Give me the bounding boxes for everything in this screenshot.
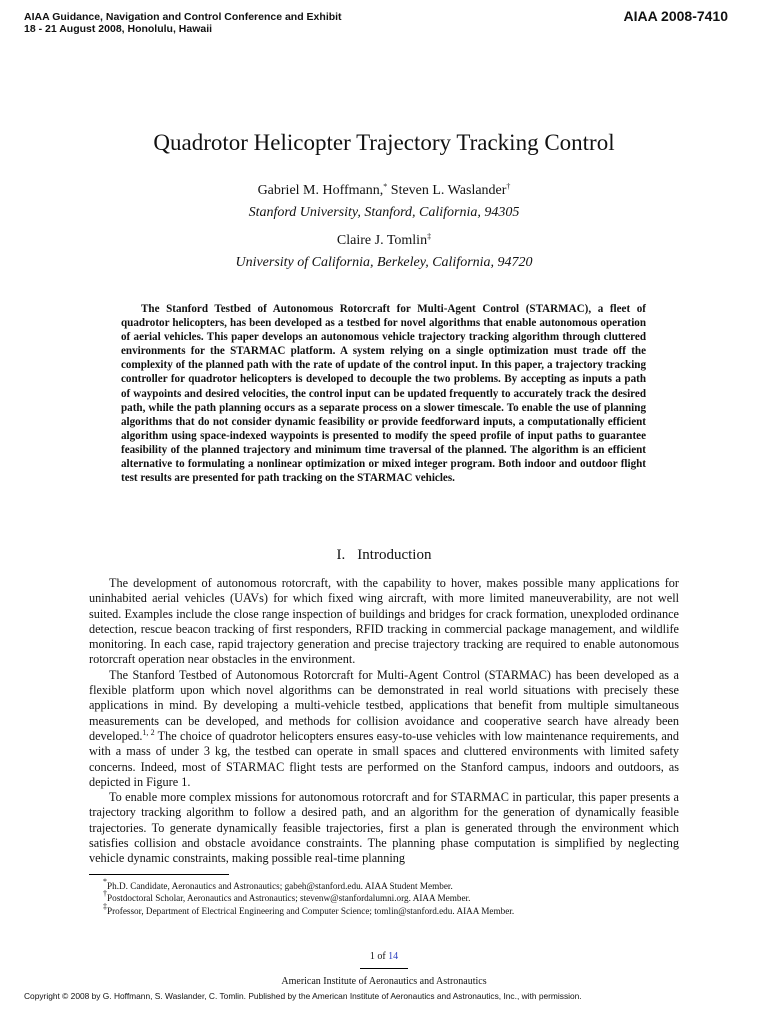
footnote-text: Postdoctoral Scholar, Aeronautics and Astronautics; stevenw@stanfordalumni.org. AIAA Member. [107, 893, 471, 904]
paper-title: Quadrotor Helicopter Trajectory Tracking Control [153, 130, 615, 155]
affiliation-berkeley: University of California, Berkeley, California, 94720 [235, 255, 533, 270]
author-line-1 [0, 183, 768, 199]
footnote-mark: ‡ [103, 901, 107, 911]
footnote-mark: * [103, 877, 107, 886]
abstract-text: The Stanford Testbed of Autonomous Rotorcraft for Multi-Agent Control (STARMAC), a fleet of quadrotor helicopters, has been developed as a testbed for novel algorithms that enable autonomous operation of aerial vehicles. This paper develops an autonomous vehicle trajectory tracking algorithm through cluttered environments for the STARMAC platform. A system relying on a single optimization must trade off the complexity of the planned path with the rate of update of the control input. In this paper, a trajectory tracking controller for quadrotor helicopters is developed to decouple the two problems. By accepting as inputs a path of waypoints and desired velocities, the control input can be updated frequently to accurately track the desired path, while the path planning occurs as a separate process on a slower timescale. To enable the use of planning algorithms that do not consider dynamic feasibility or provide feedforward inputs, a computationally efficient algorithm using space-indexed waypoints is presented to modify the speed profile of input paths to guarantee feasibility of the planned trajectory and minimum time traversal of the planned. The algorithm is an efficient alternative to formulating a nonlinear optimization or mixed integer program. Both indoor and outdoor flight test results are presented for path tracking on the STARMAC vehicles. [121, 303, 646, 485]
footnote-mark: ‡ [427, 232, 432, 241]
citation: 1, 2 [142, 727, 155, 737]
conference-date-location: 18 - 21 August 2008, Honolulu, Hawaii [24, 22, 213, 35]
footnotes [89, 877, 679, 917]
paragraph-text: The Stanford Testbed of Autonomous Rotorcraft for Multi-Agent Control (STARMAC) has been developed as a flexible platform upon which novel algorithms can be demonstrated in real world situations with precisely these applications in mind. By developing a multi-vehicle testbed, applications that benefit from multiple simultaneous measurements can be developed, and methods for collision avoidance and cooperative search have already been developed. [89, 667, 679, 743]
footnote-mark: † [103, 889, 107, 899]
paragraph: The development of autonomous rotorcraft, with the capability to hover, makes possible many applications for uninhabited aerial vehicles (UAVs) for which fixed wing aircraft, with more limited maneuverability, are not well suited. Examples include the close range inspection of buildings and bridges for crack formation, unexploded ordinance detection, rescue beacon tracking of first responders, RFID tracking in commercial package management, and wildlife monitoring. In each case, rapid trajectory generation and precise trajectory tracking are required to enable autonomous rotorcraft operation near obstacles in the environment. [89, 576, 679, 667]
conference-header [24, 12, 342, 35]
footnote [89, 877, 679, 892]
footnote-mark: † [506, 182, 511, 191]
footnote [89, 889, 679, 904]
author-line-2 [0, 233, 768, 249]
footnote-mark: * [383, 182, 388, 191]
section-heading [0, 547, 768, 564]
footnote-text: Ph.D. Candidate, Aeronautics and Astronautics; gabeh@stanford.edu. AIAA Student Member. [107, 881, 453, 891]
copyright-notice: Copyright © 2008 by G. Hoffmann, S. Waslander, C. Tomlin. Published by the American Institute of Aeronautics and Astronautics, Inc., with permission. [24, 991, 582, 1001]
paragraph: To enable more complex missions for autonomous rotorcraft and for STARMAC in particular, this paper presents a trajectory tracking algorithm to follow a desired path, and an algorithm for the generation of dynamically feasible trajectories. To generate dynamically feasible trajectories, first a plan is generated through the environment which satisfies collision and obstacle avoidance constraints. The planning phase computation is simplified by neglecting vehicle dynamic constraints, making possible real-time planning [89, 790, 679, 866]
page-current: 1 [369, 951, 375, 962]
page-of: of [377, 951, 386, 962]
author-name-hoffmann: Gabriel M. Hoffmann, [257, 183, 384, 198]
body-text [89, 576, 679, 867]
abstract [121, 302, 646, 485]
paragraph-text: The choice of quadrotor helicopters ensures easy-to-use vehicles with low maintenance requirements, and with a mass of under 3 kg, the testbed can operate in small spaces and cluttered environments with limited safety concerns. Indeed, most of STARMAC flight tests are performed on the Stanford campus, indoors and outdoors, as depicted in Figure 1. [89, 728, 680, 789]
footnote-text: Professor, Department of Electrical Engineering and Computer Science; tomlin@stanford.edu. AIAA Member. [107, 905, 515, 916]
footer-divider [360, 968, 408, 969]
page-total-link[interactable]: 14 [388, 951, 399, 962]
page-number [0, 951, 768, 962]
section-title: Introduction [357, 547, 432, 563]
affiliation-stanford: Stanford University, Stanford, California, 94305 [248, 205, 520, 220]
author-name-waslander: Steven L. Waslander [387, 183, 507, 198]
paragraph [89, 668, 679, 790]
footnote [89, 901, 679, 917]
conference-name: AIAA Guidance, Navigation and Control Conference and Exhibit [24, 11, 342, 23]
section-number: I. [336, 547, 346, 563]
footnote-divider [89, 874, 229, 875]
author-name-tomlin: Claire J. Tomlin [336, 233, 428, 248]
institute-name: American Institute of Aeronautics and Astronautics [281, 976, 487, 987]
paper-id: AIAA 2008-7410 [623, 8, 728, 24]
